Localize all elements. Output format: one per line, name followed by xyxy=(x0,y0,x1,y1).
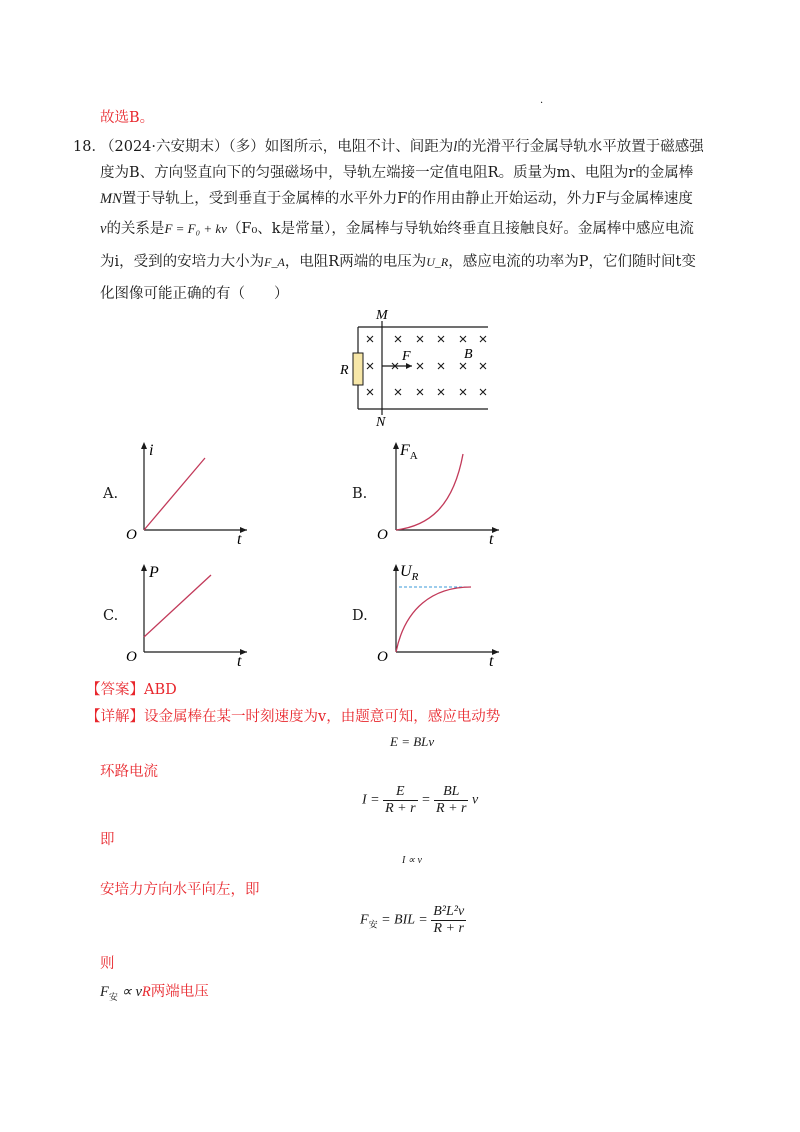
eq2-equals: = xyxy=(421,792,431,808)
detail-text-5: 则 xyxy=(100,956,115,972)
detail-line xyxy=(86,707,500,727)
question-line-4-b: （F₀、k是常量），金属棒与导轨始终垂直且接触良好。金属棒中感应电流 xyxy=(226,221,694,237)
equation-emf: E = BLv xyxy=(390,734,435,749)
question-line-1 xyxy=(100,137,704,157)
eq2-frac-1 xyxy=(383,784,417,817)
a-xlabel: t xyxy=(237,531,242,548)
circuit-diagram xyxy=(330,305,500,430)
question-line-4-v: v xyxy=(100,221,107,237)
d-curve xyxy=(396,587,471,652)
question-line-5-b: ，电阻R两端的电压为 xyxy=(284,254,427,270)
question-line-2: 度为B、方向竖直向下的匀强磁场中，导轨左端接一定值电阻R。质量为m、电阻为r的金属棒 xyxy=(100,165,694,181)
question-line-4-a: 的关系是 xyxy=(106,221,165,237)
label-m: M xyxy=(376,308,388,323)
answer-value: ABD xyxy=(144,682,177,698)
c-origin: O xyxy=(126,649,137,665)
question-line-5 xyxy=(100,252,696,272)
d-origin: O xyxy=(377,649,388,665)
last-f: F xyxy=(100,984,109,1000)
option-b-letter[interactable]: B. xyxy=(352,486,368,502)
detail-text-3: 即 xyxy=(100,832,115,848)
b-ylabel xyxy=(399,442,418,462)
option-c-letter[interactable]: C. xyxy=(103,608,119,624)
last-sub: 安 xyxy=(108,992,118,1003)
eq2-num-2: BL xyxy=(434,784,468,801)
d-ylabel xyxy=(400,563,419,583)
question-line-1-a: （2024·六安期末）（多）如图所示，电阻不计、间距为 xyxy=(100,139,454,155)
c-curve xyxy=(144,575,211,637)
b-ylabel-main: F xyxy=(400,442,410,459)
question-line-6: 化图像可能正确的有（ ） xyxy=(100,286,289,302)
detail-text-2: 环路电流 xyxy=(100,764,158,780)
last-text: 两端电压 xyxy=(150,984,209,1000)
equation-current xyxy=(362,784,478,817)
option-a-letter[interactable]: A. xyxy=(103,486,119,502)
eq4-frac xyxy=(431,904,466,937)
option-d-graph[interactable] xyxy=(373,560,508,670)
a-ylabel: i xyxy=(149,442,154,459)
d-ylabel-sub: R xyxy=(411,571,419,583)
label-n: N xyxy=(376,415,386,430)
c-y-arrow xyxy=(141,564,147,571)
eq2-den-1: R + r xyxy=(385,801,416,816)
question-line-5-fa: F_A xyxy=(264,255,285,269)
question-line-4 xyxy=(100,219,694,239)
detail-last-line xyxy=(100,982,209,1008)
last-prop: ∝ v xyxy=(117,984,142,1000)
d-ylabel-main: U xyxy=(400,563,412,580)
option-a-graph[interactable] xyxy=(125,438,260,548)
answer-label: 【答案】 xyxy=(86,682,144,698)
option-c-graph[interactable] xyxy=(125,560,260,670)
eq2-tail: v xyxy=(471,792,479,808)
question-line-5-ur: U_R xyxy=(426,255,449,269)
eq4-sub: 安 xyxy=(368,919,378,930)
label-r: R xyxy=(340,363,349,378)
eq4-mid: = BIL = xyxy=(377,912,428,928)
question-line-5-a: 为i，受到的安培力大小为 xyxy=(100,254,265,270)
eq4-den: R + r xyxy=(433,921,464,936)
b-curve xyxy=(396,454,463,530)
detail-text-4: 安培力方向水平向左，即 xyxy=(100,882,260,898)
resistor xyxy=(353,353,363,385)
eq4-num: B²L²v xyxy=(433,904,465,919)
question-number: 18． xyxy=(73,139,106,155)
question-line-3 xyxy=(100,189,693,209)
option-b-graph[interactable] xyxy=(373,438,508,548)
b-xlabel: t xyxy=(489,531,494,548)
question-line-5-c: ，感应电流的功率为P，它们随时间t变 xyxy=(448,254,696,270)
c-ylabel: P xyxy=(149,564,159,581)
d-y-arrow xyxy=(393,564,399,571)
detail-intro: 设金属棒在某一时刻速度为v，由题意可知，感应电动势 xyxy=(144,709,501,725)
question-line-1-b: 的光滑平行金属导轨水平放置于磁感强 xyxy=(457,139,704,155)
a-curve xyxy=(144,458,205,530)
equation-proportional: I ∝ v xyxy=(402,855,422,866)
question-line-1-l: l xyxy=(453,139,458,155)
b-origin: O xyxy=(377,527,388,543)
cross-row-1 xyxy=(367,336,486,342)
question-line-3-mn: MN xyxy=(100,191,122,207)
a-y-arrow xyxy=(141,442,147,449)
question-line-3-text: 置于导轨上，受到垂直于金属棒的水平外力F的作用由静止开始运动，外力F与金属棒速度 xyxy=(121,191,693,207)
option-d-letter[interactable]: D. xyxy=(352,608,368,624)
eq2-lhs: I = xyxy=(362,792,380,808)
cross-row-3 xyxy=(367,389,486,395)
last-r: R xyxy=(141,984,151,1000)
label-f: F xyxy=(402,349,411,364)
d-xlabel: t xyxy=(489,653,494,670)
answer-line xyxy=(86,680,177,700)
label-b: B xyxy=(464,347,473,362)
eq2-num-1: E xyxy=(383,784,417,801)
c-xlabel: t xyxy=(237,653,242,670)
b-y-arrow xyxy=(393,442,399,449)
prev-answer: 故选B。 xyxy=(100,110,155,126)
top-mark: · xyxy=(540,98,544,109)
detail-label: 【详解】 xyxy=(86,709,144,725)
equation-ampere-force xyxy=(360,904,466,937)
eq2-frac-2 xyxy=(434,784,468,817)
eq4-lhs: F xyxy=(360,912,369,928)
eq2-den-2: R + r xyxy=(436,801,467,816)
question-line-4-formula: F = F₀ + kv xyxy=(164,221,227,236)
a-origin: O xyxy=(126,527,137,543)
b-ylabel-sub: A xyxy=(409,450,418,462)
